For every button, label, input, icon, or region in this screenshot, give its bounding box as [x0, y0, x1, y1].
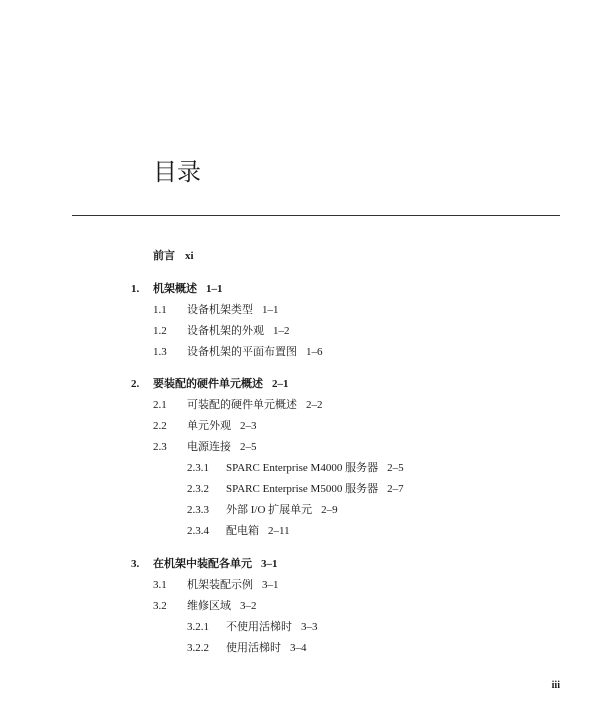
toc-label: 机架装配示例 [187, 579, 253, 591]
toc-label: 设备机架的外观 [187, 325, 264, 337]
toc-entry-subsection[interactable] [187, 503, 338, 517]
toc-number: 2. [131, 378, 140, 390]
toc-label: 设备机架的平面布置图 [187, 346, 297, 358]
toc-number: 2.3.3 [187, 504, 209, 516]
toc-label: 维修区域 [187, 600, 231, 612]
toc-page-number: 2–1 [272, 378, 289, 390]
toc-entry-section[interactable] [153, 303, 279, 317]
toc-label: 可装配的硬件单元概述 [187, 399, 297, 411]
toc-label: 配电箱 [226, 525, 259, 537]
toc-page-number: 1–2 [273, 325, 290, 337]
toc-label: SPARC Enterprise M4000 服务器 [226, 462, 379, 474]
toc-page-number: 1–6 [306, 346, 323, 358]
toc-page-number: 2–3 [240, 420, 257, 432]
toc-page-number: xi [185, 250, 194, 262]
toc-page-number: 2–9 [321, 504, 338, 516]
toc-page-number: 2–5 [240, 441, 257, 453]
page-title: 目录 [153, 160, 201, 186]
toc-entry-section[interactable] [153, 398, 323, 412]
toc-entry-chapter[interactable] [131, 282, 223, 296]
toc-entry-subsection[interactable] [187, 524, 290, 538]
toc-label: SPARC Enterprise M5000 服务器 [226, 483, 379, 495]
toc-page-number: 2–2 [306, 399, 323, 411]
toc-number: 2.3 [153, 441, 167, 453]
toc-entry-subsection[interactable] [187, 482, 404, 496]
toc-entry-section[interactable] [153, 440, 257, 454]
toc-entry-section[interactable] [153, 345, 323, 359]
toc-number: 2.3.2 [187, 483, 209, 495]
toc-entry-section[interactable] [153, 599, 257, 613]
toc-number: 1.1 [153, 304, 167, 316]
toc-entry-section[interactable] [153, 324, 290, 338]
toc-entry-subsection[interactable] [187, 461, 404, 475]
toc-label: 单元外观 [187, 420, 231, 432]
toc-page-number: 3–2 [240, 600, 257, 612]
toc-label: 机架概述 [153, 283, 197, 295]
toc-entry-chapter[interactable] [131, 377, 289, 391]
toc-number: 2.2 [153, 420, 167, 432]
toc-number: 3.2.1 [187, 621, 209, 633]
toc-entry-subsection[interactable] [187, 620, 318, 634]
toc-number: 2.3.4 [187, 525, 209, 537]
toc-label: 不使用活梯时 [226, 621, 292, 633]
toc-page-number: 3–1 [262, 579, 279, 591]
toc-page-number: 1–1 [206, 283, 223, 295]
toc-number: 3.2.2 [187, 642, 209, 654]
toc-page-number: 3–4 [290, 642, 307, 654]
toc-entry-preface[interactable] [153, 249, 194, 263]
toc-number: 2.1 [153, 399, 167, 411]
toc-label: 要装配的硬件单元概述 [153, 378, 263, 390]
toc-label: 外部 I/O 扩展单元 [226, 504, 313, 516]
toc-entry-chapter[interactable] [131, 557, 278, 571]
toc-label: 前言 [153, 250, 175, 262]
toc-label: 使用活梯时 [226, 642, 281, 654]
toc-page-number: 3–3 [301, 621, 318, 633]
page-folio: iii [551, 680, 560, 691]
toc-number: 3.2 [153, 600, 167, 612]
toc-page-number: 2–11 [268, 525, 290, 537]
toc-number: 2.3.1 [187, 462, 209, 474]
toc-page-number: 2–5 [387, 462, 404, 474]
toc-number: 1.2 [153, 325, 167, 337]
toc-number: 3. [131, 558, 140, 570]
toc-label: 设备机架类型 [187, 304, 253, 316]
toc-entry-subsection[interactable] [187, 641, 307, 655]
toc-entry-section[interactable] [153, 578, 279, 592]
toc-number: 3.1 [153, 579, 167, 591]
toc-number: 1. [131, 283, 140, 295]
toc-page-number: 1–1 [262, 304, 279, 316]
toc-page-number: 3–1 [261, 558, 278, 570]
toc-entry-section[interactable] [153, 419, 257, 433]
toc-label: 电源连接 [187, 441, 231, 453]
toc-number: 1.3 [153, 346, 167, 358]
toc-label: 在机架中装配各单元 [153, 558, 252, 570]
toc-page-number: 2–7 [387, 483, 404, 495]
